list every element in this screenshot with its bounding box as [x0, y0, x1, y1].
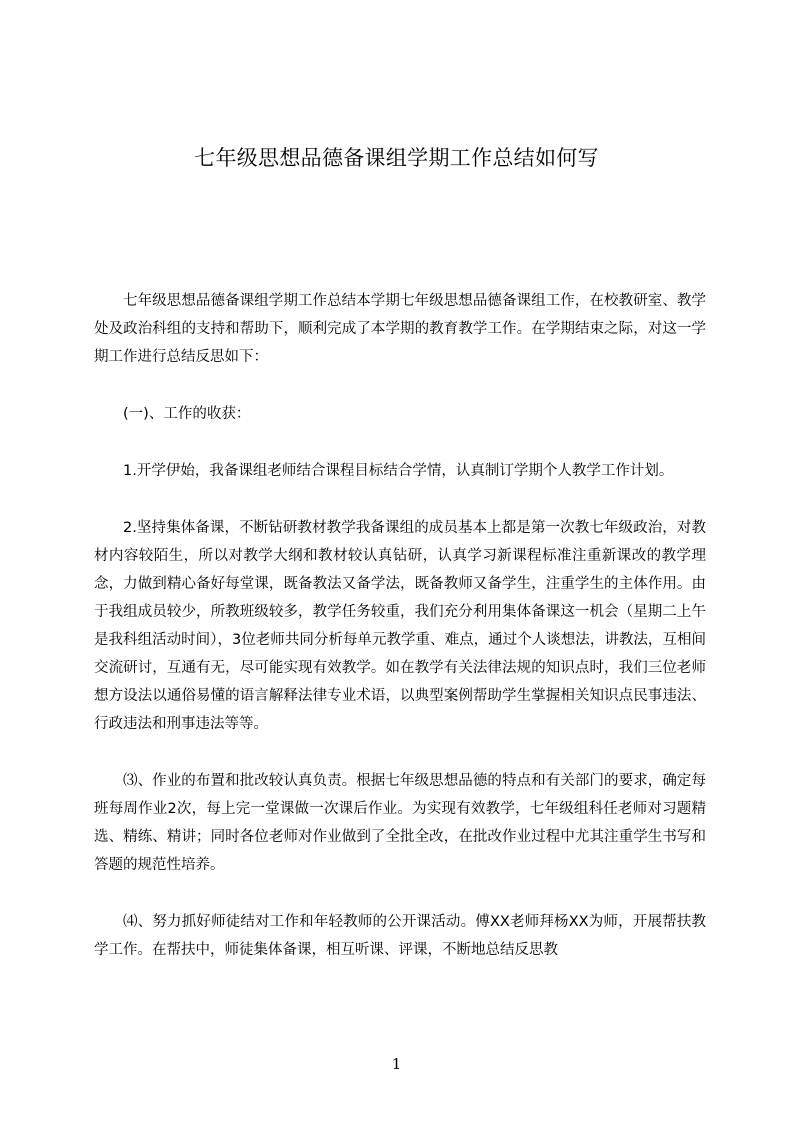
paragraph-section-heading: (一)、工作的收获：	[123, 406, 251, 422]
paragraph-intro: 七年级思想品德备课组学期工作总结本学期七年级思想品德备课组工作，在校教研室、教学处及政治科组的支持和帮助下，顺利完成了本学期的教育教学工作。在学期结束之际，对这一学期工作进行总结反思如下：	[94, 293, 706, 365]
document-body	[94, 287, 706, 993]
paragraph-item-1: 1.开学伊始，我备课组老师结合课程目标结合学情，认真制订学期个人教学工作计划。	[123, 463, 674, 479]
paragraph-item-4: ⑷、努力抓好师徒结对工作和年轻教师的公开课活动。傅XX老师拜杨XX为师，开展帮扶教学工作。在帮扶中，师徒集体备课，相互听课、评课，不断地总结反思教	[94, 914, 706, 958]
paragraph-item-2: 2.坚持集体备课，不断钻研教材教学我备课组的成员基本上都是第一次教七年级政治，对教材内容较陌生，所以对教学大纲和教材较认真钻研，认真学习新课程标准注重新课改的教学理念，力做到精心备好每堂课，既备教法又备学法，既备教师又备学生，注重学生的主体作用。由于我组成员较少，所教班级较多，教学任务较重，我们充分利用集体备课这一机会（星期二上午是我科组活动时间），3位老师共同分析每单元教学重、难点，通过个人谈想法，讲教法，互相间交流研讨，互通有无，尽可能实现有效教学。如在教学有关法律法规的知识点时，我们三位老师想方设法以通俗易懂的语言解释法律专业术语，以典型案例帮助学生掌握相关知识点民事违法、行政违法和刑事违法等等。	[94, 520, 706, 732]
paragraph-item-3: ⑶、作业的布置和批改较认真负责。根据七年级思想品德的特点和有关部门的要求，确定每班每周作业2次，每上完一堂课做一次课后作业。为实现有效教学，七年级组科任老师对习题精选、精练、精讲；同时各位老师对作业做到了全批全改，在批改作业过程中尤其注重学生书写和答题的规范性培养。	[94, 773, 706, 873]
document-title: 七年级思想品德备课组学期工作总结如何写	[194, 146, 599, 170]
page-number: 1	[391, 1055, 402, 1073]
